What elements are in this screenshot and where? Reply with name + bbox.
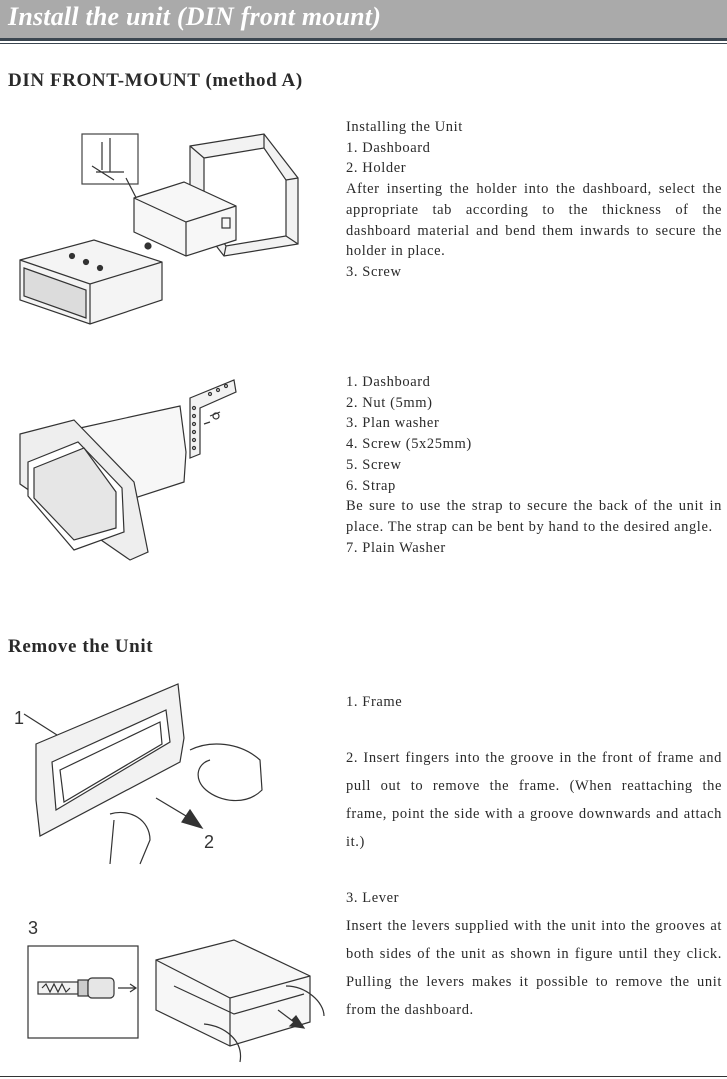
right-hand-icon — [190, 744, 262, 801]
header-rule-thin — [0, 43, 727, 44]
section-heading-remove-unit: Remove the Unit — [8, 636, 154, 657]
item-dashboard: 1. Dashboard — [346, 139, 431, 156]
section-heading-din-front-mount: DIN FRONT-MOUNT (method A) — [8, 70, 303, 91]
header-banner — [0, 0, 727, 38]
frame-illustration — [36, 684, 184, 836]
lever-label: 3. Lever — [346, 890, 400, 906]
pull-arrow — [156, 798, 202, 828]
unit-with-levers-illustration — [156, 940, 310, 1046]
item-holder: 2. Holder — [346, 160, 407, 177]
radio-unit-illustration — [20, 240, 162, 324]
strap-paragraph: Be sure to use the strap to secure the back of the unit in place. The strap can be bent by hand to the desired angle. — [346, 498, 722, 535]
left-hand-icon — [110, 812, 150, 864]
strap-item-dashboard: 1. Dashboard — [346, 374, 431, 390]
callout-3: 3 — [28, 918, 39, 938]
frame-label: 1. Frame — [346, 694, 403, 710]
lever-illustration — [38, 978, 136, 998]
installing-text-block — [346, 117, 722, 283]
strap-item-plan-washer: 3. Plan washer — [346, 415, 440, 432]
holder-paragraph: After inserting the holder into the dashboard, select the appropriate tab according to the thickness of the dashboard material and bend them inwards to secure the holder in place. — [346, 181, 722, 260]
lever-paragraph: Insert the levers supplied with the unit into the grooves at both sides of the unit as shown in figure until they click. Pulling the levers makes it possible to remove the unit from the dashboard. — [346, 918, 722, 1018]
remove-text-block — [346, 688, 722, 1024]
strap-item-plain-washer: 7. Plain Washer — [346, 539, 446, 556]
callout-2: 2 — [204, 832, 215, 852]
spacer-1 — [346, 716, 722, 744]
spacer-2 — [346, 856, 722, 884]
figure-lever-removal — [24, 916, 334, 1066]
figure-strap-install — [14, 372, 274, 572]
figure-frame-removal — [10, 680, 280, 865]
page-title: Install the unit (DIN front mount) — [8, 2, 382, 31]
strap-item-screw: 5. Screw — [346, 456, 402, 473]
strap-item-nut: 2. Nut (5mm) — [346, 394, 433, 411]
strap-item-screw-5x25: 4. Screw (5x25mm) — [346, 436, 472, 453]
callout-1: 1 — [14, 708, 25, 728]
item-screw: 3. Screw — [346, 263, 402, 280]
header-rule-thick — [0, 38, 727, 41]
strap-illustration — [190, 380, 236, 458]
frame-paragraph: 2. Insert fingers into the groove in the front of frame and pull out to remove the frame. (When reattaching the frame, point the side with a groove downwards and attach it.) — [346, 750, 722, 850]
strap-item-strap: 6. Strap — [346, 477, 396, 494]
figure-holder-install — [14, 128, 304, 338]
installing-title: Installing the Unit — [346, 119, 463, 135]
strap-text-block — [346, 372, 722, 558]
bottom-rule — [0, 1076, 727, 1077]
